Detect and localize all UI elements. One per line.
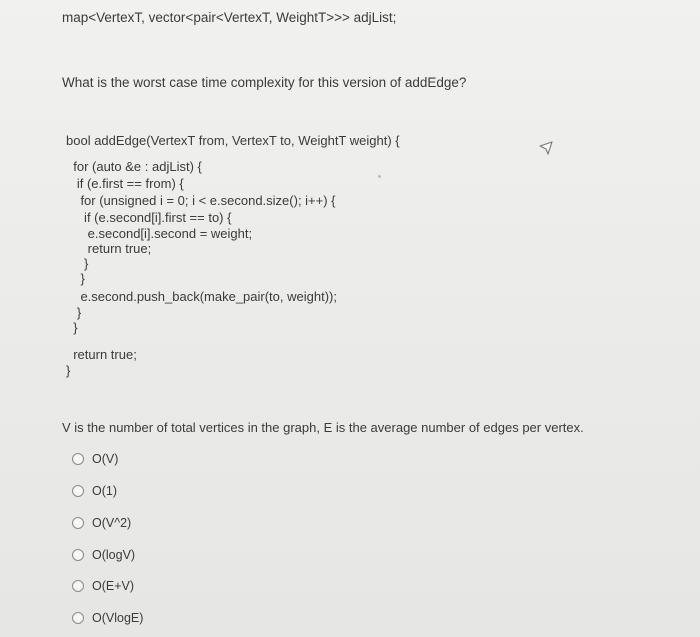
option-label: O(VlogE)	[92, 611, 144, 625]
radio-button[interactable]	[72, 485, 84, 497]
code-line: e.second[i].second = weight;	[66, 226, 253, 241]
code-line: if (e.second[i].first == to) {	[66, 210, 232, 225]
code-line: for (unsigned i = 0; i < e.second.size(); i++) {	[66, 193, 336, 208]
question-text: What is the worst case time complexity for this version of addEdge?	[62, 75, 467, 90]
code-line: if (e.first == from) {	[66, 176, 184, 191]
option-label: O(E+V)	[92, 579, 135, 593]
code-line: }	[66, 256, 89, 271]
stray-dot	[378, 175, 381, 178]
radio-button[interactable]	[72, 580, 84, 592]
radio-button[interactable]	[72, 453, 84, 465]
option-o-vloge[interactable]	[72, 608, 143, 628]
radio-button[interactable]	[72, 549, 84, 561]
code-line: return true;	[66, 347, 137, 362]
option-label: O(1)	[92, 484, 117, 498]
code-line: }	[66, 363, 71, 378]
adjlist-declaration: map<VertexT, vector<pair<VertexT, WeightT>>> adjList;	[62, 10, 397, 25]
mouse-pointer-icon	[538, 140, 554, 160]
complexity-definition: V is the number of total vertices in the graph, E is the average number of edges per vertex.	[62, 420, 584, 435]
option-o-logv[interactable]	[72, 545, 135, 565]
option-label: O(V^2)	[92, 516, 132, 530]
option-o-1[interactable]	[72, 481, 117, 501]
code-line: e.second.push_back(make_pair(to, weight));	[66, 289, 337, 304]
code-line: for (auto &e : adjList) {	[66, 159, 202, 174]
code-line: return true;	[66, 241, 152, 256]
radio-button[interactable]	[72, 612, 84, 624]
code-line: }	[66, 271, 85, 286]
code-line: }	[66, 320, 78, 335]
option-o-e-plus-v[interactable]	[72, 576, 134, 596]
option-label: O(V)	[92, 452, 119, 466]
code-line: bool addEdge(VertexT from, VertexT to, WeightT weight) {	[66, 133, 400, 148]
option-o-v-squared[interactable]	[72, 513, 131, 533]
option-o-v[interactable]	[72, 449, 118, 469]
option-label: O(logV)	[92, 548, 136, 562]
code-line: }	[66, 305, 82, 320]
radio-button[interactable]	[72, 517, 84, 529]
